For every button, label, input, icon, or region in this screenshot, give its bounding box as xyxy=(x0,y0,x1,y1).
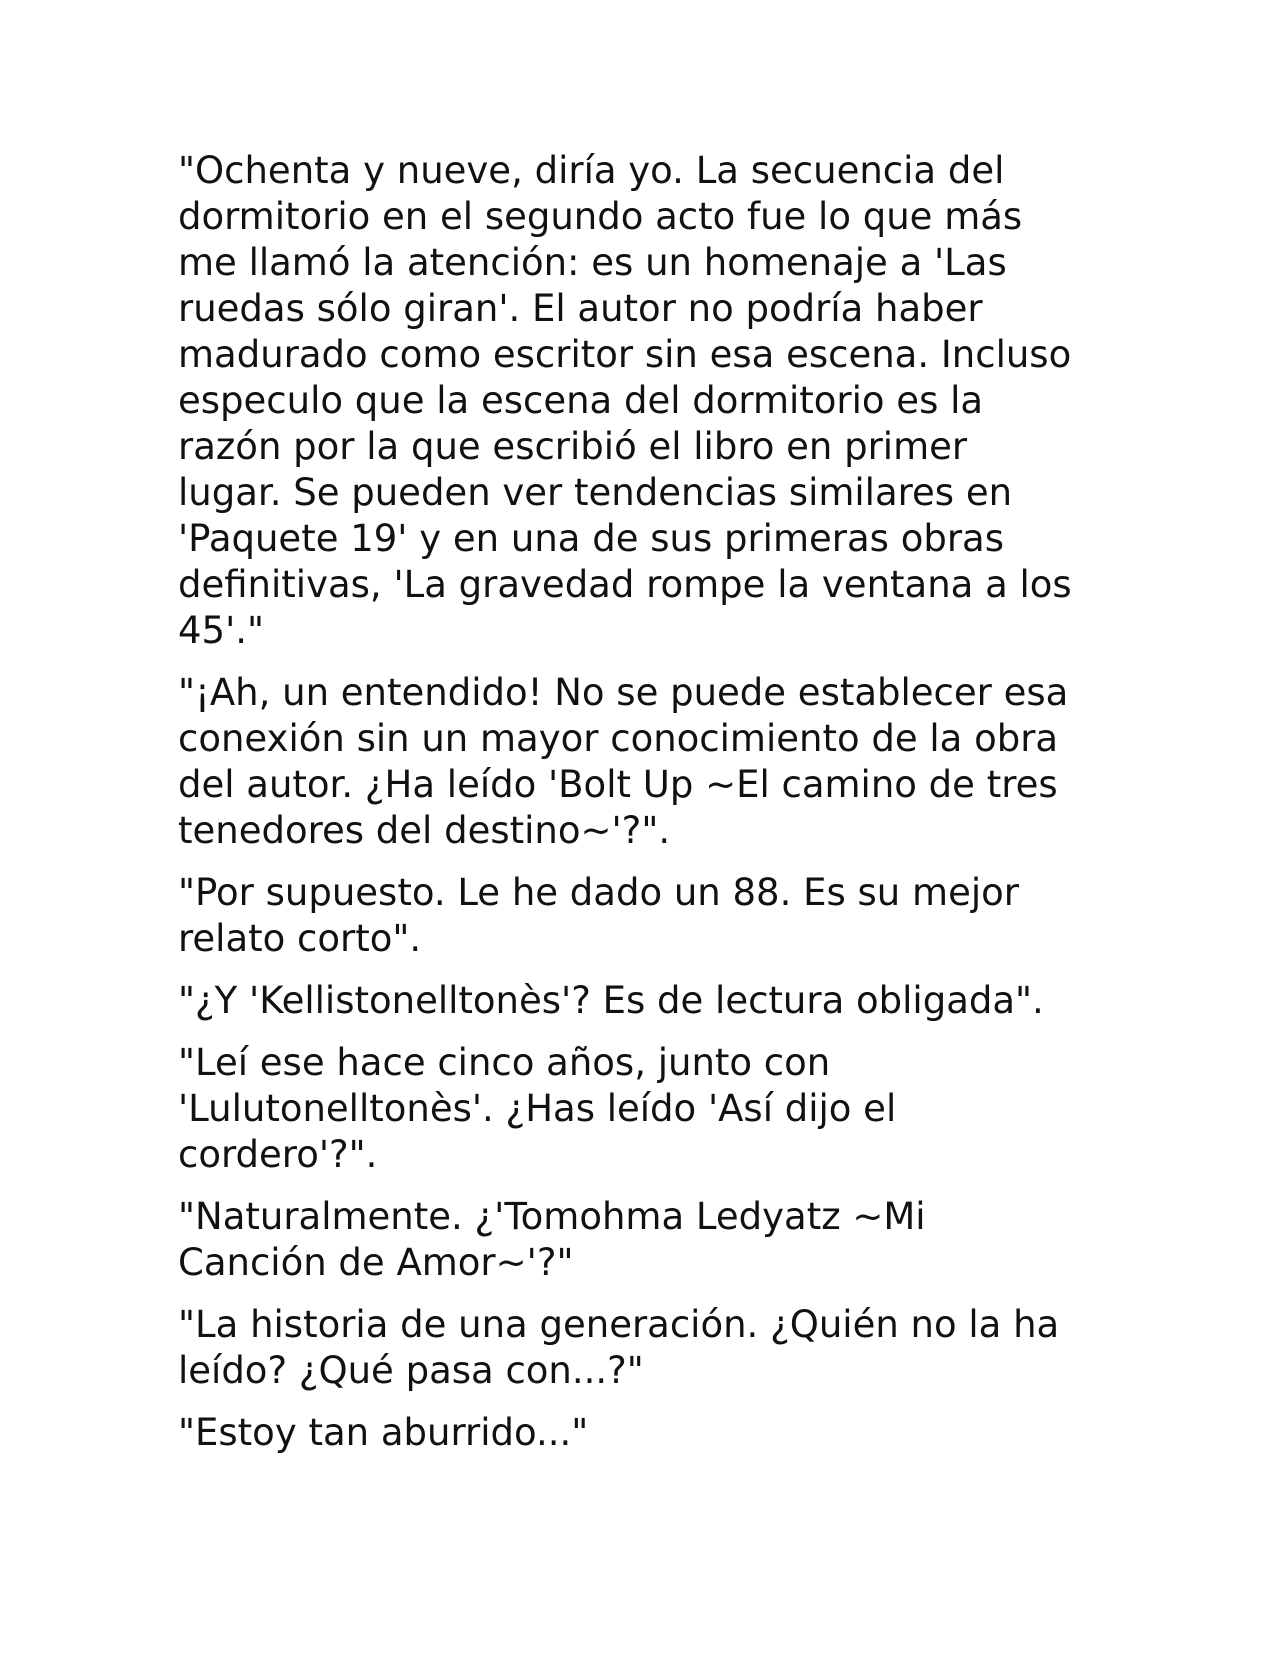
text-line: 'Lulutonelltonès'. ¿Has leído 'Así dijo el xyxy=(178,1087,897,1130)
text-line: Canción de Amor~'?" xyxy=(178,1241,574,1284)
text-line: "¡Ah, un entendido! No se puede establecer esa xyxy=(178,671,1069,714)
text-line: conexión sin un mayor conocimiento de la obra xyxy=(178,717,1059,760)
text-line: relato corto". xyxy=(178,917,422,960)
text-line: definitivas, 'La gravedad rompe la ventana a los xyxy=(178,563,1072,606)
paragraph xyxy=(178,1410,1108,1456)
text-line: madurado como escritor sin esa escena. Incluso xyxy=(178,333,1072,376)
text-line: tenedores del destino~'?". xyxy=(178,809,671,852)
text-line: dormitorio en el segundo acto fue lo que más xyxy=(178,195,1023,238)
text-line: lugar. Se pueden ver tendencias similares en xyxy=(178,471,1013,514)
text-line: especulo que la escena del dormitorio es la xyxy=(178,379,984,422)
text-line: "Leí ese hace cinco años, junto con xyxy=(178,1041,831,1084)
text-body xyxy=(178,148,1108,1472)
text-line: "Ochenta y nueve, diría yo. La secuencia del xyxy=(178,149,1005,192)
text-line: "La historia de una generación. ¿Quién no la ha xyxy=(178,1303,1060,1346)
paragraph xyxy=(178,148,1108,654)
text-line: "Naturalmente. ¿'Tomohma Ledyatz ~Mi xyxy=(178,1195,926,1238)
text-line: del autor. ¿Ha leído 'Bolt Up ~El camino de tres xyxy=(178,763,1058,806)
text-line: "¿Y 'Kellistonelltonès'? Es de lectura obligada". xyxy=(178,979,1044,1022)
text-line: razón por la que escribió el libro en primer xyxy=(178,425,968,468)
paragraph xyxy=(178,870,1108,962)
text-line: ruedas sólo giran'. El autor no podría haber xyxy=(178,287,983,330)
paragraph xyxy=(178,978,1108,1024)
text-line: 45'." xyxy=(178,609,265,652)
text-line: "Por supuesto. Le he dado un 88. Es su mejor xyxy=(178,871,1019,914)
text-line: cordero'?". xyxy=(178,1133,378,1176)
text-line: 'Paquete 19' y en una de sus primeras obras xyxy=(178,517,1004,560)
paragraph xyxy=(178,1302,1108,1394)
paragraph xyxy=(178,670,1108,854)
paragraph xyxy=(178,1040,1108,1178)
text-line: leído? ¿Qué pasa con...?" xyxy=(178,1349,644,1392)
text-line: "Estoy tan aburrido..." xyxy=(178,1411,589,1454)
paragraph xyxy=(178,1194,1108,1286)
text-line: me llamó la atención: es un homenaje a 'Las xyxy=(178,241,1007,284)
